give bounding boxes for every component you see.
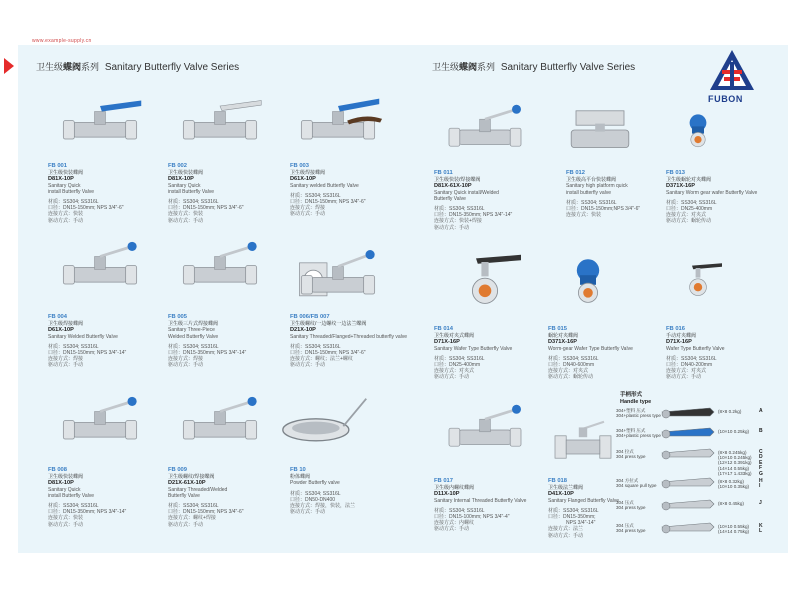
product-desc: Sanitary Flanged Butterfly Valve [548,497,620,504]
handle-label [616,408,662,418]
handle-letter [759,501,762,506]
product-desc: install Butterfly Valve [48,188,95,195]
handle-spec [718,429,749,434]
handle-shape-icon [660,426,716,440]
handle-letter [759,479,763,490]
product-info [666,326,794,381]
top-url[interactable]: www.example-supply.cn [32,38,92,44]
product-connection: 连接方式：对夹式 [666,212,707,219]
product-model: D71X-16P [434,339,460,346]
product-desc: Butterfly Valve [168,492,200,499]
product-material: 材质：SS304; SS316L [168,343,219,350]
handle-type-row [616,521,776,537]
product-connection: 连接方式：内螺纹 [434,520,475,527]
product-info [168,163,296,224]
valve-image-11 [560,95,640,170]
product-size: 口径：DN15-350mm; NPS 3/4"-14" [48,509,127,516]
product-code: FB 001 [48,163,68,169]
product-info [48,467,176,528]
handle-label [616,449,662,459]
product-code: FB 10 [290,467,306,473]
product-code: FB 005 [168,314,188,320]
product-info [434,326,562,381]
handle-spec [718,450,752,476]
handle-spec [718,479,749,489]
product-size: 口径：DN25-400mm [666,206,713,213]
product-material: 材质：SS304; SS316L [48,503,99,510]
product-connection: 连接方式：快装 [566,212,602,219]
product-desc: Powder Butterfly valve [290,480,340,487]
product-info [48,314,176,369]
handle-label-line: 304+plastic press type [616,413,661,418]
handle-spec-line: (8×8 0.32kg) [718,479,744,484]
product-size: 口径：DN15-150mm; NPS 3/4"-14" [48,350,127,357]
product-cn-name: 卫生级蜗轮对夹蝶阀 [666,177,712,184]
product-connection: 连接方式：快装 [168,211,204,218]
product-model: D81X-10P [48,480,74,487]
valve-image-13 [440,245,530,320]
product-cn-name: 卫生级法兰蝶阀 [548,485,584,492]
handle-label-line: 304 拉式 [616,449,634,454]
product-desc: Sanitary Three-Piece [168,327,215,334]
product-material: 材质：SS304; SS316L [434,206,485,213]
product-desc: install Butterfly Valve [168,188,215,195]
product-info [548,326,676,381]
product-model: D11X-10P [434,491,460,498]
product-cn-name: 手动对夹蝶阀 [666,333,697,340]
handle-label-line: 304 方拉式 [616,478,639,483]
product-model: D21X-61X-10P [168,480,206,487]
handle-spec-line: (17×17 1.433kg) [718,470,752,476]
handle-type-title [620,392,651,405]
product-material: 材质：SS304; SS316L [566,199,617,206]
product-desc: Sanitary Wafer Type Butterfly Valve [434,345,513,352]
product-size: 口径：DN15-350mm; NPS 3/4"-14" [434,212,513,219]
product-connection: 连接方式：焊接 [290,205,326,212]
product-drive: 驱动方式：蜗轮传动 [666,218,712,225]
handle-shape-icon [660,447,716,461]
product-cn-name: 卫生级快装蝶阀 [48,474,84,481]
product-drive: 驱动方式：手动 [168,217,204,224]
valve-image-6 [288,250,388,310]
handle-letter-line: H [759,478,763,484]
product-connection: 连接方式：螺纹+焊接 [168,515,216,522]
handle-letter-line: C [759,449,763,455]
product-size: 口径：DN15-150mm; NPS 3/4"-6" [168,205,244,212]
product-code: FB 003 [290,163,310,169]
handle-type-row [616,406,776,422]
handle-letter-line: I [759,483,761,490]
product-material: 材质：SS304; SS316L [48,199,99,206]
handle-label-line: 304 press type [616,505,646,510]
product-code: FB 018 [548,478,568,484]
product-connection: 连接方式：快装 [48,211,84,218]
product-cn-name: 卫生级对夹式蝶阀 [434,333,475,340]
product-desc: Sanitary Quick [48,182,81,189]
valve-image-9 [270,395,380,455]
product-size2: NPS 3/4"-14" [566,520,596,527]
product-material: 材质：SS304; SS316L [168,199,219,206]
product-desc: Sanitary high platform quick [566,183,628,190]
product-model: D81X-61X-10P [434,183,472,190]
product-size: 口径：DN15-150mm; NPS 3/4"-6" [168,509,244,516]
handle-label-line: 304 square pull type [616,483,657,488]
product-connection: 连接方式：焊接 [168,356,204,363]
handle-spec-line: (14×14 0.75kg) [718,529,750,535]
handle-label [616,478,662,488]
handle-spec [718,524,749,534]
product-info [48,163,176,224]
product-cn-name: 卫生级快装/焊接蝶阀 [434,177,481,184]
valve-image-16 [440,395,530,470]
product-cn-name: 卫生级快装蝶阀 [48,170,84,177]
product-material: 材质：SS304; SS316L [434,507,485,514]
product-code: FB 011 [434,170,453,176]
handle-type-row [616,447,776,477]
product-size: 口径：DN25-400mm [434,362,481,369]
product-model: D71X-16P [666,339,692,346]
handle-spec-line: (10×10 0.55kg) [718,524,750,529]
product-drive: 驱动方式：手动 [434,224,470,231]
product-info [434,170,562,231]
handle-shape-icon [660,476,716,490]
product-desc: Sanitary Quick install/Welded [434,189,499,196]
product-model: D81X-10P [48,176,74,183]
handle-type-row [616,476,776,492]
product-model: D371X-16P [666,183,695,190]
product-size: 口径：DN15-350mm; [548,514,596,521]
product-code: FB 015 [548,326,568,332]
handle-letter [759,429,763,434]
product-info [290,467,418,515]
product-code: FB 008 [48,467,68,473]
handle-label-line: 304+塑料 压式 [616,408,646,413]
handle-shape-icon [660,406,716,420]
product-size: 口径：DN50-DN400 [290,496,336,503]
valve-image-4 [50,240,150,300]
valve-image-1 [50,95,150,155]
valve-image-17 [548,405,618,480]
handle-label-line: 304 press type [616,454,646,459]
product-drive: 驱动方式：手动 [168,521,204,528]
product-cn-name: 卫生级快装蝶阀 [168,170,204,177]
product-drive: 驱动方式：蜗轮传动 [548,374,594,381]
product-size: 口径：DN15-350mm; NPS 3/4"-14" [168,350,247,357]
product-code: FB 013 [666,170,686,176]
handle-spec-line: (10×10 0.25kg) [718,429,750,434]
product-drive: 驱动方式：手动 [290,211,326,218]
product-connection: 连接方式：法兰 [548,526,584,533]
product-cn-name: 卫生级焊接蝶阀 [290,170,326,177]
valve-image-2 [170,95,270,155]
product-desc: Welded Butterfly Valve [168,333,219,340]
valve-image-7 [50,395,150,455]
product-material: 材质：SS304; SS316L [548,507,599,514]
product-model: D41X-10P [548,491,574,498]
product-info [290,163,418,218]
product-drive: 驱动方式：手动 [48,362,84,369]
product-material: 材质：SS304; SS316L [290,192,341,199]
handle-label-line: 304 压式 [616,523,634,528]
product-drive: 驱动方式：手动 [434,526,470,533]
handle-spec [718,501,744,506]
product-material: 材质：SS304; SS316L [548,355,599,362]
handle-spec-line: (10×10 0.35kg) [718,484,750,490]
product-info [666,170,794,225]
handle-spec-line: (8×8 0.245kg) [718,450,747,455]
product-code: FB 014 [434,326,454,332]
handle-type-row [616,498,776,514]
product-size: 口径：DN15-150mm;NPS 3/4"-6" [566,206,641,213]
product-drive: 驱动方式：手动 [48,521,84,528]
product-code: FB 002 [168,163,188,169]
product-cn-name: 卫生级内螺纹蝶阀 [434,485,475,492]
product-material: 材质：SS304; SS316L [434,355,485,362]
handle-letter-line: L [759,528,763,535]
product-drive: 驱动方式：手动 [548,532,584,539]
product-code: FB 016 [666,326,686,332]
handle-spec-line: (8×8 0.45kg) [718,501,744,506]
product-cn-name: 卫生级螺纹/一边螺纹一边法兰蝶阀 [290,321,367,328]
handle-spec-line: (10×10 0.245kg) [718,455,752,461]
product-info [168,314,296,369]
fubon-logo-icon [708,48,756,92]
handle-title-cn: 手柄形式 [620,392,643,398]
product-desc: Sanitary Threaded/Welded [168,486,228,493]
product-size: 口径：DN15-150mm; NPS 3/4"-6" [290,350,366,357]
handle-letter [759,524,763,535]
product-code: FB 017 [434,478,454,484]
handle-label-line: 304+plastic press type [616,433,661,438]
handle-label-line: 304 press type [616,528,646,533]
product-connection: 连接方式：焊接 [48,356,84,363]
handle-shape-icon [660,521,716,535]
product-size: 口径：DN40-600mm [548,362,595,369]
product-desc: Sanitary Quick [48,486,81,493]
brand-name: FUBON [708,94,743,104]
product-desc: Wafer Type Butterfly Valve [666,345,725,352]
product-model: D61X-10P [48,327,74,334]
product-connection: 连接方式：快装+焊接 [434,218,482,225]
product-material: 材质：SS304; SS316L [666,199,717,206]
product-connection: 连接方式：快装 [48,515,84,522]
handle-spec-line: (8×8 0.2kg) [718,409,742,414]
valve-image-8 [170,395,270,455]
handle-title-en: Handle type [620,398,652,405]
product-cn-name: 卫生级高平台快装蝶阀 [566,177,617,184]
handle-letter-line: E [759,459,763,466]
product-cn-name: 蜗轮对夹蝶阀 [548,333,579,340]
product-code: FB 009 [168,467,188,473]
product-desc: Sanitary Welded Butterfly Valve [48,333,118,340]
section-marker-icon [4,58,14,74]
left-section-title: 卫生级蝶阀系列 Sanitary Butterfly Valve Series [36,62,240,73]
product-model: D81X-10P [168,176,194,183]
product-cn-name: 卫生级焊接蝶阀 [48,321,84,328]
valve-image-3 [288,95,388,155]
product-code: FB 006/FB 007 [290,314,330,320]
handle-letter-line: A [759,408,763,414]
product-material: 材质：SS304; SS316L [168,503,219,510]
product-info [168,467,296,528]
handle-label [616,428,662,438]
product-size: 口径：DN15-150mm; NPS 3/4"-6" [48,205,124,212]
product-desc: install Butterfly Valve [48,492,95,499]
product-connection: 连接方式：焊接，快装，法兰 [290,503,356,510]
right-section-title: 卫生级蝶阀系列 Sanitary Butterfly Valve Series [432,62,636,73]
valve-image-14 [548,240,628,325]
product-drive: 驱动方式：手动 [434,374,470,381]
handle-letter-line: F [759,465,763,472]
product-size: 口径：DN15-150mm; NPS 3/4"-6" [290,199,366,206]
handle-letter-line: J [759,500,762,506]
valve-image-5 [170,240,270,300]
handle-spec-line: (12×12 0.391kg) [718,460,752,466]
product-drive: 驱动方式：手动 [666,374,702,381]
product-connection: 连接方式：对夹式 [548,368,589,375]
product-drive: 驱动方式：手动 [290,509,326,516]
product-connection: 连接方式：对夹式 [666,368,707,375]
product-size: 口径：DN15-100mm; NPS 3/4"-4" [434,514,510,521]
handle-label-line: 304 压式 [616,500,634,505]
product-drive: 驱动方式：手动 [48,217,84,224]
handle-letter-line: B [759,428,763,434]
handle-letter [759,450,763,477]
product-model: D371X-16P [548,339,577,346]
valve-image-12 [668,95,728,170]
product-material: 材质：SS304; SS316L [290,343,341,350]
product-info [290,314,418,369]
product-connection: 连接方式：螺纹；法兰+螺纹 [290,356,353,363]
handle-spec [718,409,741,414]
product-cn-name: 卫生级螺纹/焊接蝶阀 [168,474,215,481]
handle-letter-line: G [759,470,763,477]
product-size: 口径：DN40-200mm [666,362,713,369]
handle-type-row [616,426,776,442]
product-info [434,478,562,533]
handle-label-line: 304+塑料 压式 [616,428,646,433]
handle-shape-icon [660,498,716,512]
product-model: D21X-10P [290,327,316,334]
product-material: 材质：SS304; SS316L [48,343,99,350]
valve-image-10 [440,95,530,170]
handle-label [616,500,662,510]
product-desc: Butterfly Valve [434,195,466,202]
handle-letter-line: D [759,454,763,461]
product-desc: Worm-gear Wafer Type Butterfly Valve [548,345,633,352]
product-material: 材质：SS304; SS316L [290,490,341,497]
handle-letter-line: K [759,523,763,529]
product-desc: Sanitary Internal Threaded Butterfly Valve [434,497,527,504]
product-drive: 驱动方式：手动 [290,362,326,369]
product-desc: Sanitary Quick [168,182,201,189]
product-model: D61X-10P [290,176,316,183]
product-cn-name: 卫生级三片式焊接蝶阀 [168,321,219,328]
product-code: FB 004 [48,314,68,320]
product-material: 材质：SS304; SS316L [666,355,717,362]
valve-image-15 [668,245,728,320]
product-connection: 连接方式：对夹式 [434,368,475,375]
product-code: FB 012 [566,170,586,176]
handle-letter [759,409,763,414]
handle-label [616,523,662,533]
product-drive: 驱动方式：手动 [168,362,204,369]
product-desc: install butterfly valve [566,189,612,196]
handle-spec-line: (14×14 0.55kg) [718,465,750,471]
product-desc: Sanitary Worm gear wafer Butterfly Valve [666,189,758,196]
product-desc: Sanitary welded Butterfly Valve [290,182,359,189]
product-desc: Sanitary Threaded/Flanged+Threaded butterfly valve [290,333,408,340]
product-cn-name: 粉体蝶阀 [290,474,311,481]
